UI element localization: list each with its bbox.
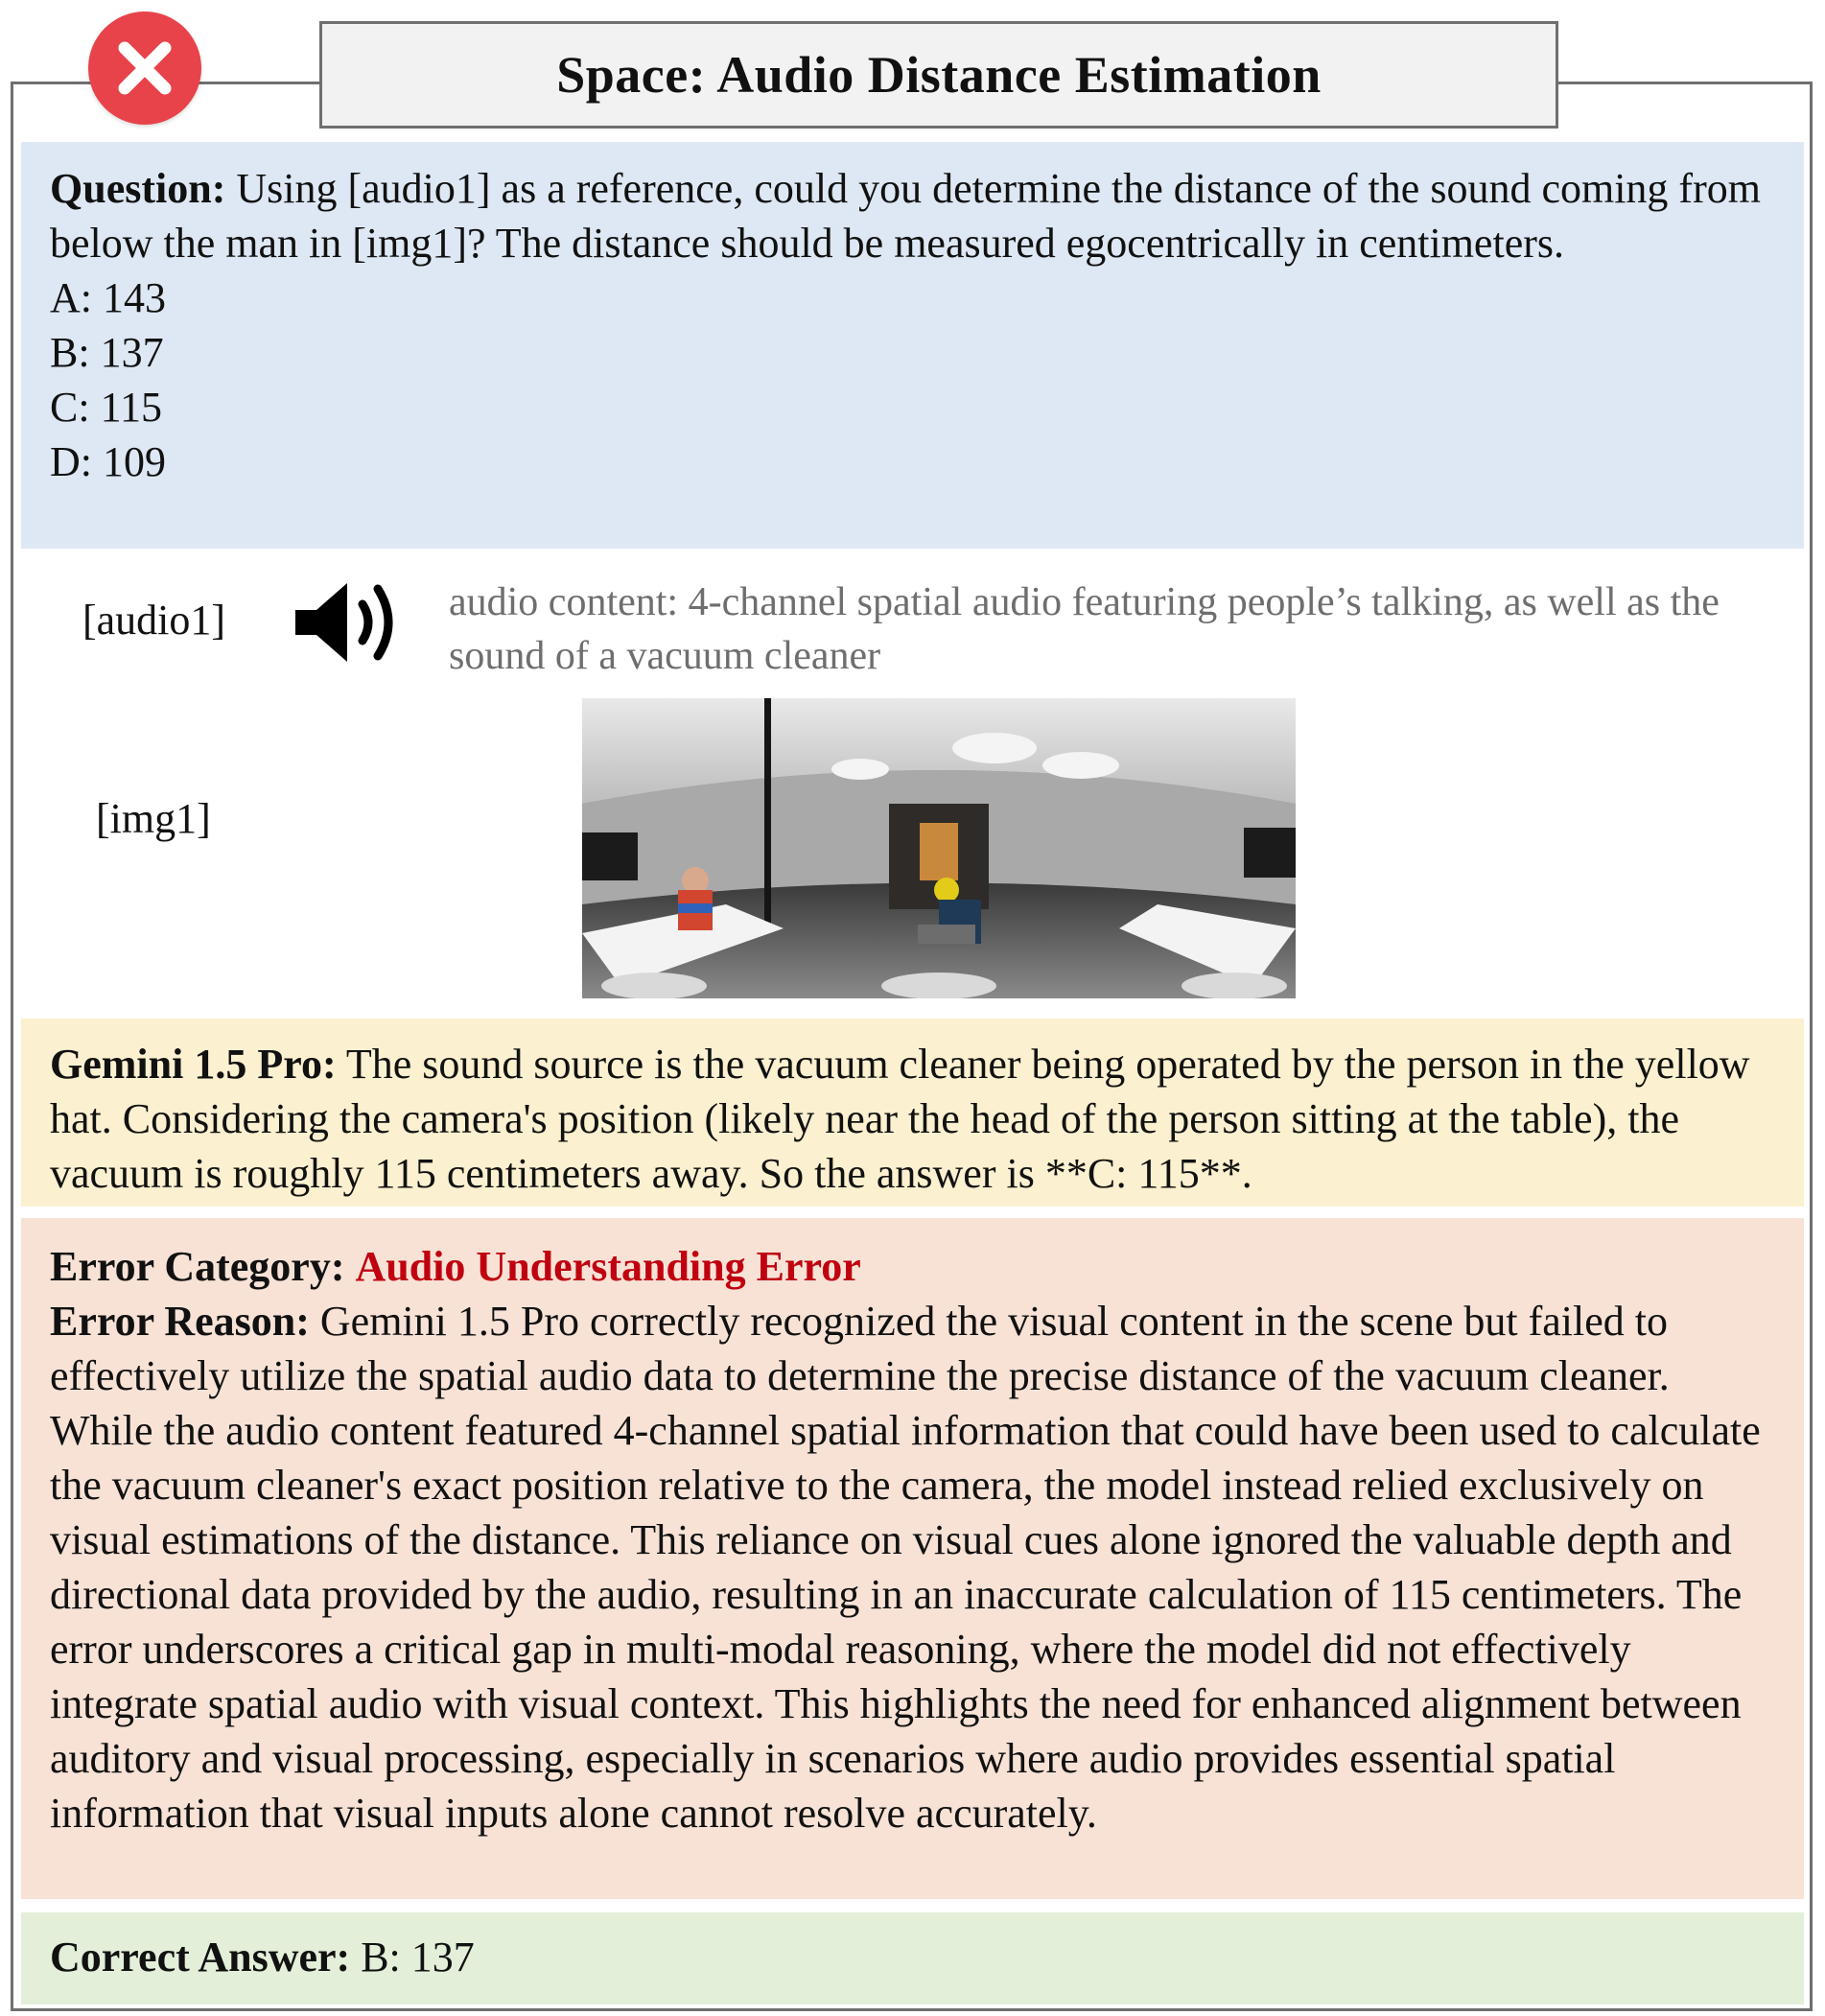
error-x-icon [88, 12, 201, 125]
title-box [319, 21, 1558, 129]
model-answer-section [21, 1019, 1804, 1207]
error-category-value: Audio Understanding Error [355, 1243, 861, 1290]
question-label: Question: [50, 165, 226, 212]
option-d: D: 109 [50, 438, 166, 485]
page-title: Space: Audio Distance Estimation [556, 46, 1322, 104]
model-answer-text: The sound source is the vacuum cleaner being operated by the person in the yellow hat. Considering the camera's position (likely near the head of the person sitting at the table), the vacuum is roughly 115 centimeters away. So the answer is **C: 115**. [50, 1041, 1750, 1197]
audio-label: [audio1] [82, 597, 226, 644]
model-label: Gemini 1.5 Pro: [50, 1041, 337, 1088]
error-section [21, 1218, 1804, 1899]
correct-answer-section [21, 1912, 1804, 2004]
error-reason-label: Error Reason: [50, 1298, 310, 1345]
speaker-icon[interactable] [292, 575, 405, 669]
correct-answer-label: Correct Answer: [50, 1934, 351, 1981]
question-text: Using [audio1] as a reference, could you determine the distance of the sound coming from below the man in [img1]? The distance should be measured egocentrically in centimeters. [50, 165, 1761, 267]
option-a: A: 143 [50, 274, 166, 321]
option-c: C: 115 [50, 384, 162, 431]
error-reason-text: Gemini 1.5 Pro correctly recognized the visual content in the scene but failed to effectively utilize the spatial audio data to determine the precise distance of the vacuum cleaner. While the audio content featured 4-channel spatial information that could have been used to calculate the vacuum cleaner's exact position relative to the camera, the model instead relied exclusively on visual estimations of the distance. This reliance on visual cues alone ignored the valuable depth and directional data provided by the audio, resulting in an inaccurate calculation of 115 centimeters. The error underscores a critical gap in multi-modal reasoning, where the model did not effectively integrate spatial audio with visual context. This highlights the need for enhanced alignment between auditory and visual processing, especially in scenarios where audio provides essential spatial information that visual inputs alone cannot resolve accurately. [50, 1298, 1761, 1837]
question-section [21, 142, 1804, 549]
option-b: B: 137 [50, 329, 164, 376]
correct-answer-value: B: 137 [361, 1934, 475, 1981]
audio-description: audio content: 4-channel spatial audio featuring people’s talking, as well as the sound of a vacuum cleaner [449, 580, 1720, 678]
image-label: [img1] [96, 795, 211, 842]
panorama-image [582, 698, 1296, 998]
error-category-label: Error Category: [50, 1243, 345, 1290]
